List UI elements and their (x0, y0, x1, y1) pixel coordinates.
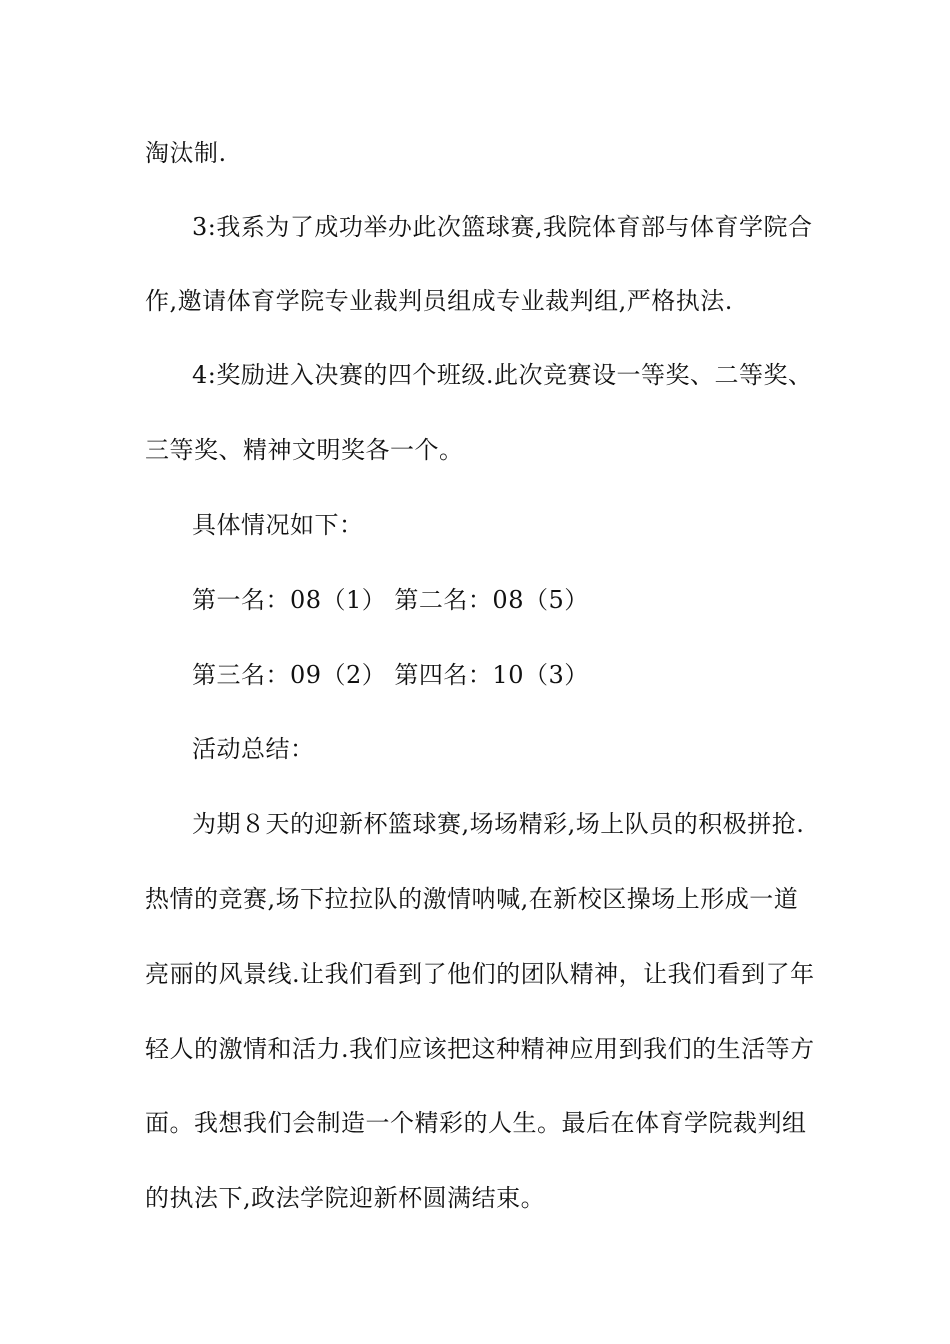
paragraph-line: 作,邀请体育学院专业裁判员组成专业裁判组,严格执法. (145, 287, 733, 315)
paragraph-line: 的执法下,政法学院迎新杯圆满结束。 (145, 1184, 546, 1212)
ranking-line: 第三名：09（2） 第四名：10（3） (192, 661, 589, 689)
paragraph-line: 三等奖、精神文明奖各一个。 (145, 436, 464, 464)
ranking-line: 第一名：08（1） 第二名：08（5） (192, 586, 589, 614)
paragraph-line: 热情的竞赛,场下拉拉队的激情呐喊,在新校区操场上形成一道 (145, 885, 799, 913)
paragraph-line: 面。我想我们会制造一个精彩的人生。最后在体育学院裁判组 (145, 1109, 807, 1137)
section-heading: 活动总结： (192, 735, 315, 763)
paragraph-line: 为期８天的迎新杯篮球赛,场场精彩,场上队员的积极拼抢. (192, 810, 805, 838)
paragraph-line: 淘汰制. (145, 139, 227, 167)
paragraph-line: 亮丽的风景线.让我们看到了他们的团队精神，让我们看到了年 (145, 960, 815, 988)
paragraph-line: 轻人的激情和活力.我们应该把这种精神应用到我们的生活等方 (145, 1035, 815, 1063)
paragraph-line: 3:我系为了成功举办此次篮球赛,我院体育部与体育学院合 (192, 213, 813, 241)
paragraph-line: 具体情况如下： (192, 511, 364, 539)
paragraph-line: 4:奖励进入决赛的四个班级.此次竞赛设一等奖、二等奖、 (192, 361, 813, 389)
